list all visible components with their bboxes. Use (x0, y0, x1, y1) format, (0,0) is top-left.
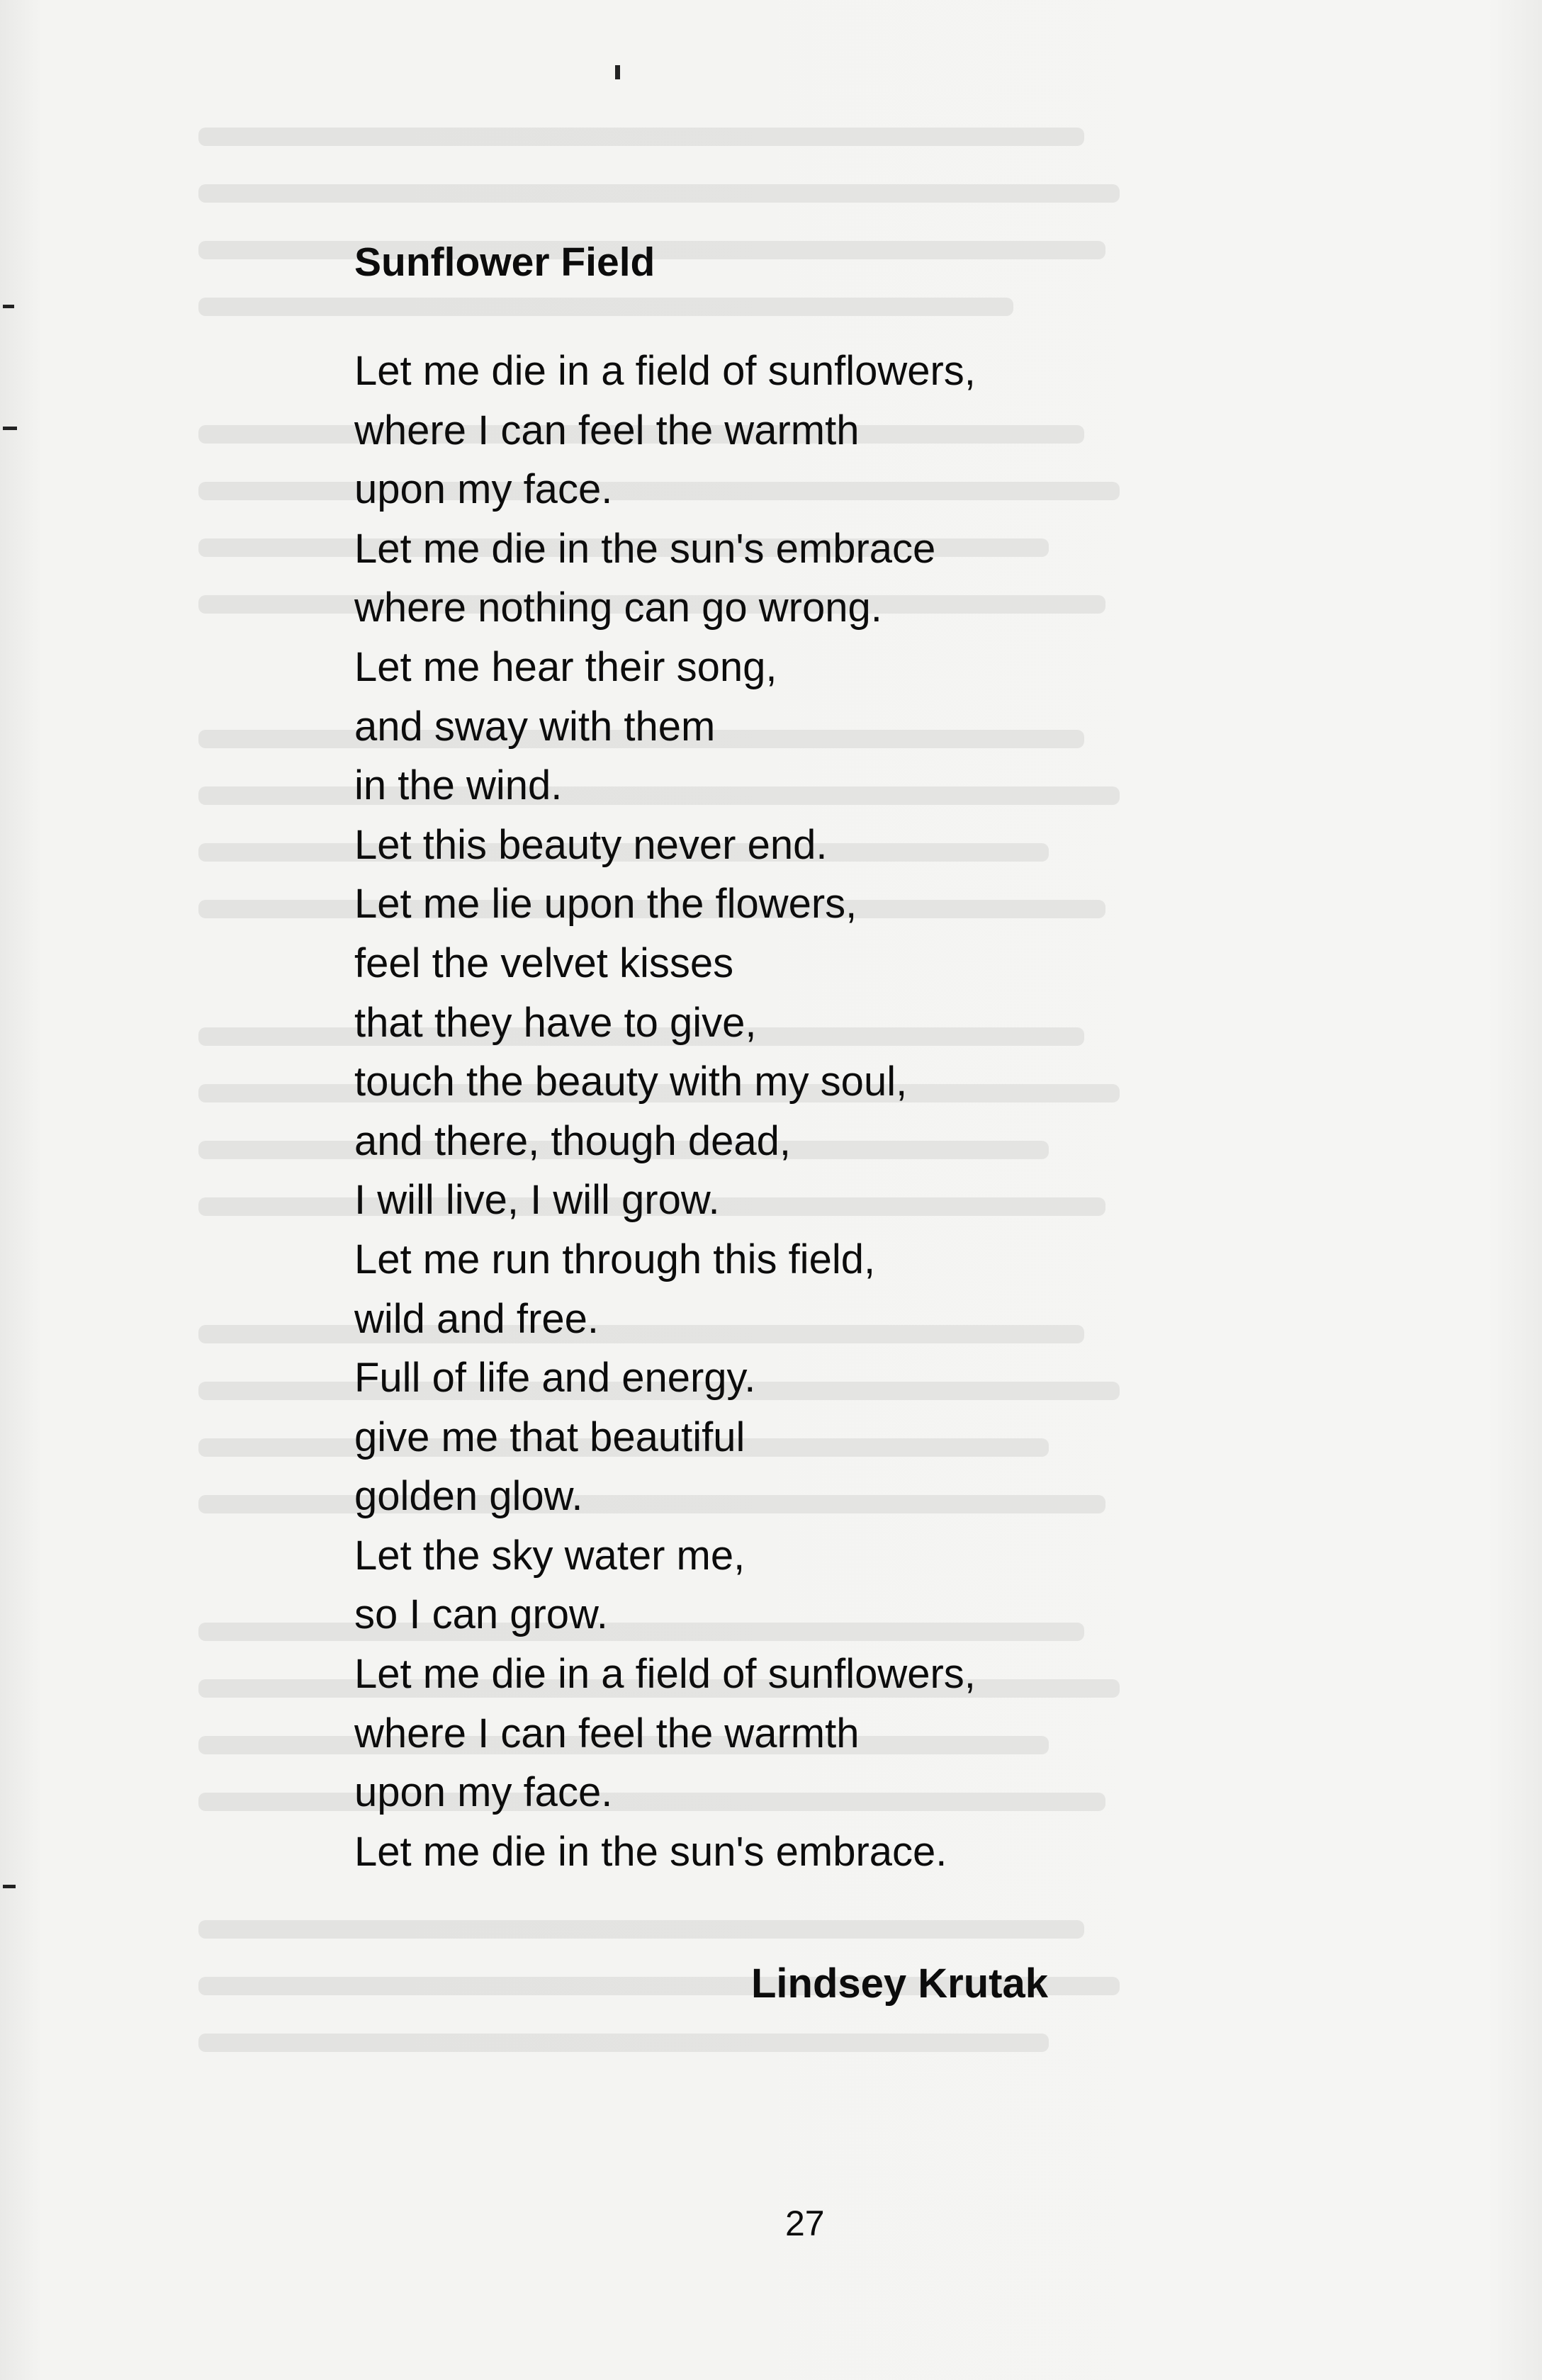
page-number: 27 (785, 2204, 825, 2243)
poem-line: upon my face. (354, 466, 613, 513)
poem-line: I will live, I will grow. (354, 1177, 720, 1224)
poem-lines (354, 342, 1205, 1881)
poem-line: Let me hear their song, (354, 643, 777, 690)
poem-line: Let me lie upon the flowers, (354, 881, 857, 927)
poem-line: upon my face. (354, 1769, 613, 1816)
poem (354, 234, 1205, 1881)
poem-title: Sunflower Field (354, 239, 655, 285)
poem-line: so I can grow. (354, 1591, 608, 1638)
scan-speck (3, 1885, 16, 1888)
scan-speck (3, 305, 14, 308)
poem-author: Lindsey Krutak (751, 1961, 1048, 2007)
poem-line: Full of life and energy. (354, 1355, 756, 1402)
poem-line: in the wind. (354, 762, 563, 809)
poem-line: Let me die in the sun's embrace (354, 525, 936, 572)
poem-line: where nothing can go wrong. (354, 585, 882, 631)
poem-line: give me that beautiful (354, 1414, 745, 1460)
poem-line: Let me die in a field of sunflowers, (354, 348, 976, 394)
poem-line: where I can feel the warmth (354, 1710, 860, 1756)
poem-line: that they have to give, (354, 999, 757, 1046)
poem-line: Let me run through this field, (354, 1236, 876, 1282)
poem-line: Let the sky water me, (354, 1532, 745, 1579)
poem-line: Let me die in the sun's embrace. (354, 1828, 947, 1875)
scan-speck (615, 65, 620, 79)
poem-line: where I can feel the warmth (354, 407, 860, 453)
scan-speck (3, 427, 17, 430)
poem-line: wild and free. (354, 1295, 599, 1342)
poem-line: touch the beauty with my soul, (354, 1059, 908, 1105)
poem-line: golden glow. (354, 1473, 583, 1520)
poem-line: Let me die in a field of sunflowers, (354, 1651, 976, 1698)
poem-line: and sway with them (354, 703, 716, 750)
poem-line: Let this beauty never end. (354, 821, 828, 868)
poem-line: feel the velvet kisses (354, 940, 734, 986)
poem-line: and there, though dead, (354, 1117, 791, 1164)
